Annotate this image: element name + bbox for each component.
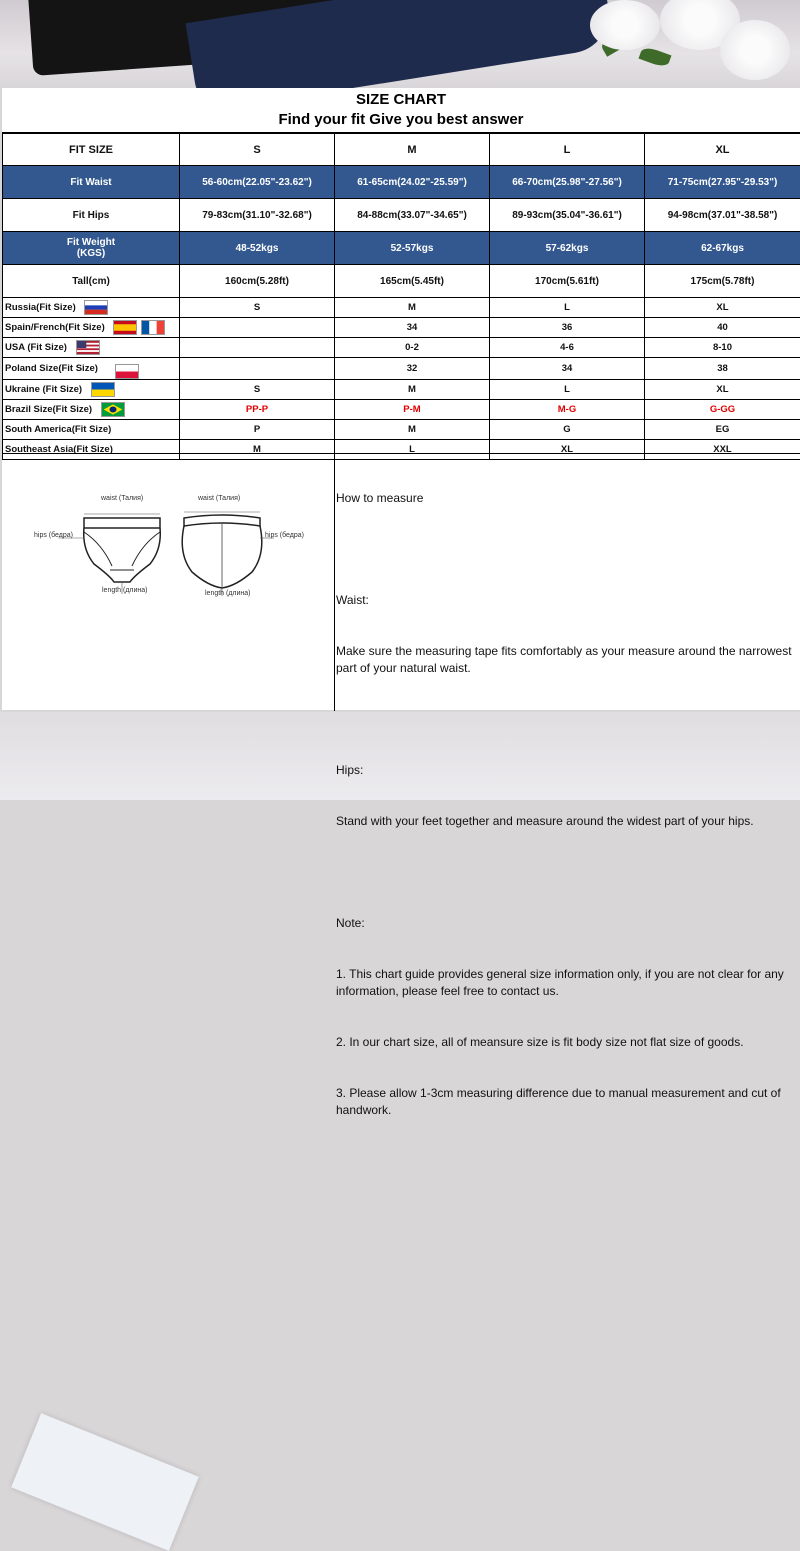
header-cell: L bbox=[490, 134, 645, 166]
brazil-flag-icon bbox=[101, 402, 125, 417]
table-cell: L bbox=[335, 440, 490, 460]
table-cell: 71-75cm(27.95"-29.53") bbox=[645, 166, 800, 199]
table-cell bbox=[180, 318, 335, 338]
table-row bbox=[3, 265, 800, 298]
table-cell: M bbox=[335, 380, 490, 400]
length-label-front: length (длина) bbox=[102, 587, 148, 594]
row-label bbox=[3, 298, 180, 318]
table-cell: 40 bbox=[645, 318, 800, 338]
table-cell: 38 bbox=[645, 358, 800, 380]
row-label: Fit Waist bbox=[3, 166, 180, 199]
table-cell: M bbox=[335, 420, 490, 440]
row-label: Fit Hips bbox=[3, 199, 180, 232]
row-label bbox=[3, 232, 180, 265]
table-cell bbox=[180, 338, 335, 358]
table-cell: 62-67kgs bbox=[645, 232, 800, 265]
measurement-diagram bbox=[2, 454, 335, 711]
waist-label-front: waist (Талия) bbox=[101, 495, 143, 502]
orchid-flower-image bbox=[590, 0, 660, 50]
chart-header bbox=[2, 88, 800, 133]
table-cell: 66-70cm(25.98"-27.56") bbox=[490, 166, 645, 199]
background-photo-top bbox=[0, 0, 800, 90]
waist-title: Waist: bbox=[336, 592, 796, 609]
ukraine-flag-icon bbox=[91, 382, 115, 397]
row-label-text: Spain/French(Fit Size) bbox=[5, 322, 105, 333]
row-label: South America(Fit Size) bbox=[3, 420, 180, 440]
hips-label-front: hips (бедра) bbox=[34, 532, 73, 539]
waist-label-back: waist (Талия) bbox=[198, 495, 240, 502]
table-cell: 32 bbox=[335, 358, 490, 380]
orchid-flower-image bbox=[720, 20, 790, 80]
row-label bbox=[3, 400, 180, 420]
row-label-text: Brazil Size(Fit Size) bbox=[5, 404, 92, 415]
leaf-image bbox=[639, 45, 672, 68]
row-label bbox=[3, 358, 180, 380]
header-cell: FIT SIZE bbox=[3, 134, 180, 166]
size-chart-panel bbox=[2, 88, 800, 710]
table-row bbox=[3, 400, 800, 420]
table-cell: PP-P bbox=[180, 400, 335, 420]
table-cell: 52-57kgs bbox=[335, 232, 490, 265]
table-row bbox=[3, 380, 800, 400]
note-2: 2. In our chart size, all of meansure size is fit body size not flat size of goods. bbox=[336, 1034, 796, 1051]
header-cell: S bbox=[180, 134, 335, 166]
table-row bbox=[3, 298, 800, 318]
row-label-line2: (KGS) bbox=[77, 248, 105, 259]
measure-instructions bbox=[336, 456, 796, 1153]
table-cell: 61-65cm(24.02"-25.59") bbox=[335, 166, 490, 199]
note-1: 1. This chart guide provides general size information only, if you are not clear for any information, please feel free to contact us. bbox=[336, 966, 796, 1000]
table-cell: 79-83cm(31.10"-32.68") bbox=[180, 199, 335, 232]
table-cell: P-M bbox=[335, 400, 490, 420]
table-cell: 48-52kgs bbox=[180, 232, 335, 265]
table-cell: XL bbox=[490, 440, 645, 460]
table-row bbox=[3, 420, 800, 440]
table-cell: 0-2 bbox=[335, 338, 490, 358]
row-label: Southeast Asia(Fit Size) bbox=[3, 440, 180, 460]
measure-section bbox=[2, 453, 800, 711]
size-table bbox=[2, 133, 800, 460]
table-cell: XL bbox=[645, 298, 800, 318]
hips-label-back: hips (бедра) bbox=[265, 532, 304, 539]
instructions-heading: How to measure bbox=[336, 490, 796, 507]
table-cell: XXL bbox=[645, 440, 800, 460]
waist-text: Make sure the measuring tape fits comfortably as your measure around the narrowest part of your natural waist. bbox=[336, 643, 796, 677]
table-cell bbox=[180, 358, 335, 380]
tag-card-image bbox=[11, 1413, 199, 1551]
table-cell: L bbox=[490, 380, 645, 400]
hips-title: Hips: bbox=[336, 762, 796, 779]
usa-flag-icon bbox=[76, 340, 100, 355]
table-row bbox=[3, 232, 800, 265]
row-label-text: Poland Size(Fit Size) bbox=[5, 363, 98, 374]
table-cell: 57-62kgs bbox=[490, 232, 645, 265]
table-cell: 94-98cm(37.01"-38.58") bbox=[645, 199, 800, 232]
row-label-text: Ukraine (Fit Size) bbox=[5, 384, 82, 395]
table-cell: M bbox=[180, 440, 335, 460]
russia-flag-icon bbox=[84, 300, 108, 315]
table-row bbox=[3, 318, 800, 338]
row-label-text: USA (Fit Size) bbox=[5, 342, 67, 353]
header-row bbox=[3, 134, 800, 166]
table-row bbox=[3, 338, 800, 358]
table-cell: 56-60cm(22.05"-23.62") bbox=[180, 166, 335, 199]
table-cell: EG bbox=[645, 420, 800, 440]
header-cell: M bbox=[335, 134, 490, 166]
note-title: Note: bbox=[336, 915, 796, 932]
row-label: Tall(cm) bbox=[3, 265, 180, 298]
chart-title: SIZE CHART bbox=[2, 90, 800, 110]
table-cell: 34 bbox=[335, 318, 490, 338]
underwear-diagram-illustration bbox=[2, 454, 334, 711]
row-label bbox=[3, 318, 180, 338]
table-cell: M-G bbox=[490, 400, 645, 420]
chart-subtitle: Find your fit Give you best answer bbox=[2, 110, 800, 130]
table-cell: XL bbox=[645, 380, 800, 400]
row-label-text: Russia(Fit Size) bbox=[5, 302, 76, 313]
table-cell: P bbox=[180, 420, 335, 440]
table-cell: 4-6 bbox=[490, 338, 645, 358]
row-label bbox=[3, 380, 180, 400]
table-cell: 89-93cm(35.04"-36.61") bbox=[490, 199, 645, 232]
table-cell: L bbox=[490, 298, 645, 318]
table-cell: M bbox=[335, 298, 490, 318]
table-row bbox=[3, 166, 800, 199]
row-label bbox=[3, 338, 180, 358]
table-cell: S bbox=[180, 380, 335, 400]
table-cell: 8-10 bbox=[645, 338, 800, 358]
table-cell: 36 bbox=[490, 318, 645, 338]
length-label-back: length (длина) bbox=[205, 590, 251, 597]
hips-text: Stand with your feet together and measure around the widest part of your hips. bbox=[336, 813, 796, 830]
spain-flag-icon bbox=[113, 320, 137, 335]
note-3: 3. Please allow 1-3cm measuring difference due to manual measurement and cut of handwork. bbox=[336, 1085, 796, 1119]
poland-flag-icon bbox=[115, 364, 139, 379]
row-label-line1: Fit Weight bbox=[67, 237, 115, 248]
table-cell: 84-88cm(33.07"-34.65") bbox=[335, 199, 490, 232]
table-cell: S bbox=[180, 298, 335, 318]
france-flag-icon bbox=[141, 320, 165, 335]
table-cell: 175cm(5.78ft) bbox=[645, 265, 800, 298]
table-cell: 160cm(5.28ft) bbox=[180, 265, 335, 298]
table-cell: G-GG bbox=[645, 400, 800, 420]
table-cell: 170cm(5.61ft) bbox=[490, 265, 645, 298]
header-cell: XL bbox=[645, 134, 800, 166]
table-cell: G bbox=[490, 420, 645, 440]
table-cell: 165cm(5.45ft) bbox=[335, 265, 490, 298]
table-row bbox=[3, 358, 800, 380]
table-cell: 34 bbox=[490, 358, 645, 380]
table-row bbox=[3, 199, 800, 232]
